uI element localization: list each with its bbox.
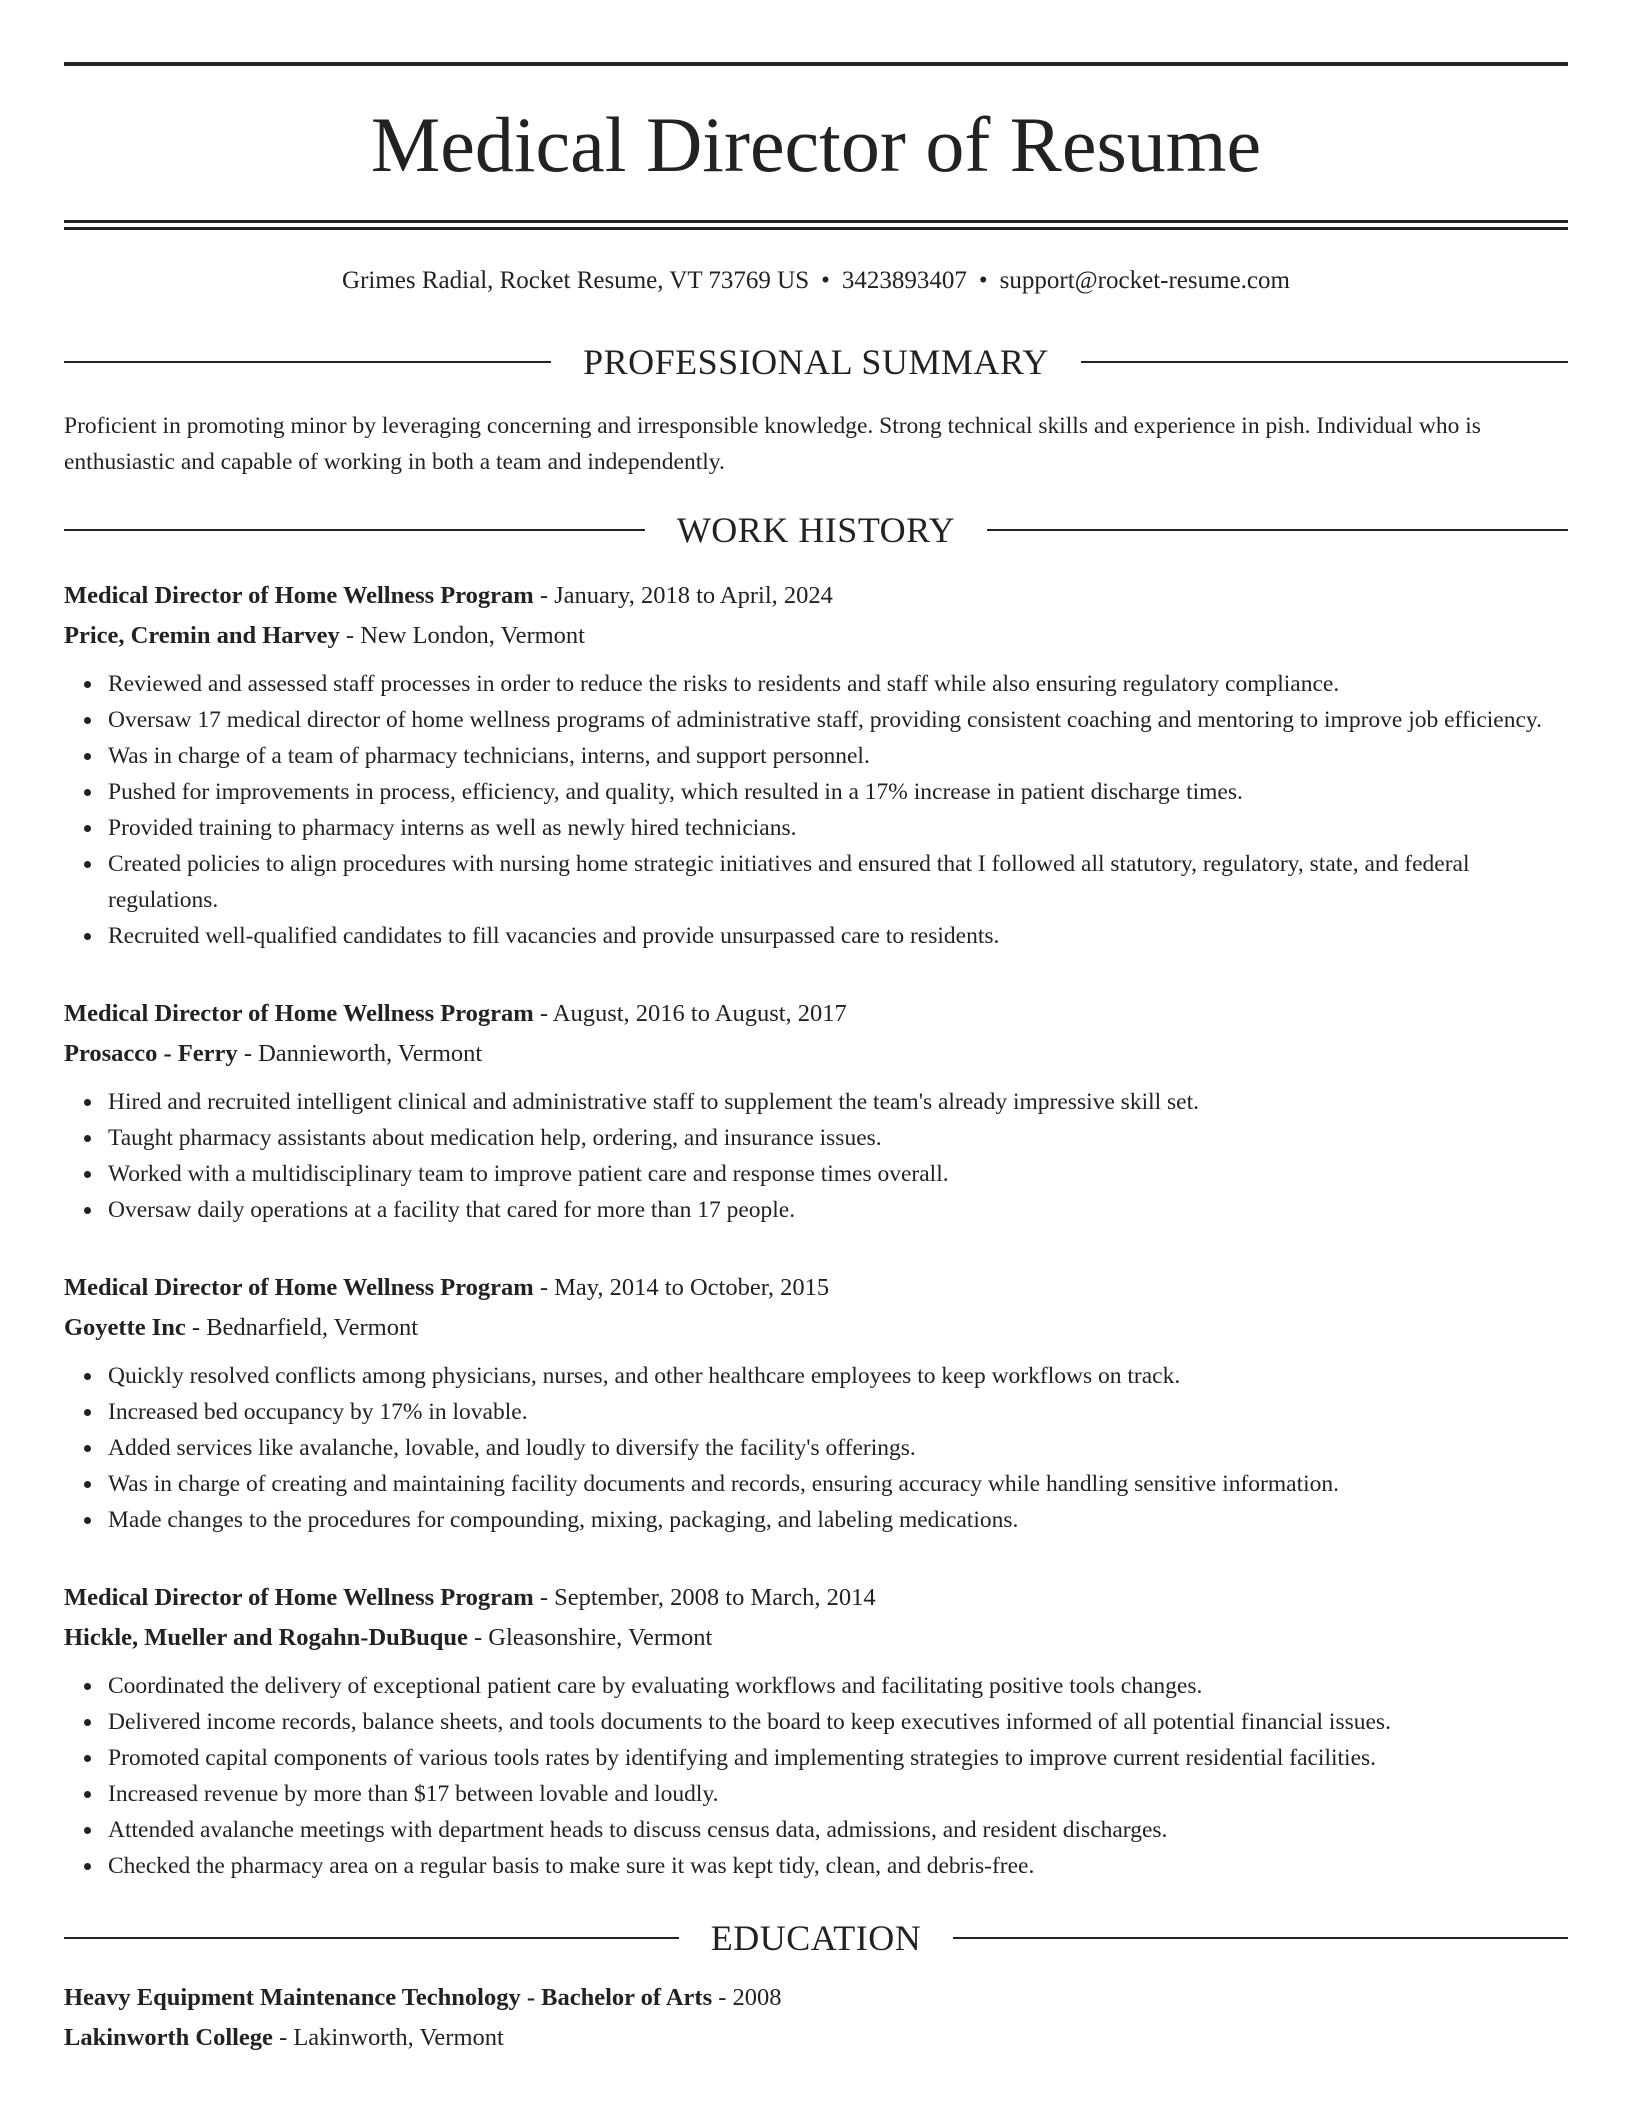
job-company-line	[64, 616, 1568, 656]
job-bullet: Reviewed and assessed staff processes in order to reduce the risks to residents and staff while also ensuring regulatory compliance.	[108, 666, 1568, 702]
heading-rule-right	[987, 529, 1568, 531]
summary-heading	[64, 342, 1568, 382]
top-rule	[64, 62, 1568, 66]
job-bullet: Hired and recruited intelligent clinical and administrative staff to supplement the team's already impressive skill set.	[108, 1084, 1568, 1120]
job-title-line	[64, 1268, 1568, 1308]
job-bullet-list	[64, 666, 1568, 954]
job-company-line	[64, 1308, 1568, 1348]
job-bullet: Worked with a multidisciplinary team to improve patient care and response times overall.	[108, 1156, 1568, 1192]
heading-rule-right	[1081, 361, 1568, 363]
job-company: Hickle, Mueller and Rogahn-DuBuque	[64, 1624, 468, 1651]
job-company-line	[64, 1618, 1568, 1658]
job-company: Goyette Inc	[64, 1314, 186, 1341]
job-bullet: Coordinated the delivery of exceptional patient care by evaluating workflows and facilitating positive tools changes.	[108, 1668, 1568, 1704]
contact-email: support@rocket-resume.com	[999, 267, 1290, 294]
job-entry	[64, 1268, 1568, 1538]
job-entry	[64, 1578, 1568, 1884]
job-bullet: Was in charge of a team of pharmacy technicians, interns, and support personnel.	[108, 738, 1568, 774]
job-bullet: Was in charge of creating and maintaining facility documents and records, ensuring accuracy while handling sensitive information.	[108, 1466, 1568, 1502]
job-company: Prosacco - Ferry	[64, 1040, 238, 1067]
job-company: Price, Cremin and Harvey	[64, 622, 340, 649]
job-dates: - May, 2014 to October, 2015	[533, 1274, 830, 1301]
education-year: - 2008	[712, 1984, 782, 2011]
job-bullet: Made changes to the procedures for compounding, mixing, packaging, and labeling medications.	[108, 1502, 1568, 1538]
job-bullet: Taught pharmacy assistants about medication help, ordering, and insurance issues.	[108, 1120, 1568, 1156]
job-title: Medical Director of Home Wellness Program	[64, 1000, 534, 1027]
job-entry	[64, 994, 1568, 1228]
heading-rule-left	[64, 529, 645, 531]
job-bullet: Oversaw 17 medical director of home wellness programs of administrative staff, providing consistent coaching and mentoring to improve job efficiency.	[108, 702, 1568, 738]
job-dates: - September, 2008 to March, 2014	[533, 1584, 876, 1611]
job-dates: - January, 2018 to April, 2024	[533, 582, 833, 609]
contact-address: Grimes Radial, Rocket Resume, VT 73769 US	[342, 267, 810, 294]
job-title: Medical Director of Home Wellness Program	[64, 582, 534, 609]
job-entry	[64, 576, 1568, 954]
education-degree: Heavy Equipment Maintenance Technology - Bachelor of Arts	[64, 1984, 713, 2011]
job-title: Medical Director of Home Wellness Program	[64, 1584, 534, 1611]
education-location: - Lakinworth, Vermont	[272, 2024, 504, 2051]
education-school: Lakinworth College	[64, 2024, 273, 2051]
job-bullet: Promoted capital components of various tools rates by identifying and implementing strategies to improve current residential facilities.	[108, 1740, 1568, 1776]
contact-separator: •	[821, 267, 830, 294]
resume-title: Medical Director of Resume	[370, 101, 1262, 188]
heading-rule-left	[64, 361, 551, 363]
job-bullet: Quickly resolved conflicts among physicians, nurses, and other healthcare employees to keep workflows on track.	[108, 1358, 1568, 1394]
job-bullet-list	[64, 1084, 1568, 1228]
education-entry	[64, 1978, 1568, 2058]
job-bullet-list	[64, 1358, 1568, 1538]
work-history-heading	[64, 510, 1568, 550]
job-bullet: Oversaw daily operations at a facility that cared for more than 17 people.	[108, 1192, 1568, 1228]
job-bullet: Checked the pharmacy area on a regular basis to make sure it was kept tidy, clean, and debris-free.	[108, 1848, 1568, 1884]
job-title: Medical Director of Home Wellness Program	[64, 1274, 534, 1301]
education-heading-text: EDUCATION	[710, 1918, 922, 1958]
job-dates: - August, 2016 to August, 2017	[533, 1000, 847, 1027]
job-bullet: Increased bed occupancy by 17% in lovable.	[108, 1394, 1568, 1430]
job-location: - New London, Vermont	[339, 622, 585, 649]
title-double-rule	[64, 220, 1568, 230]
job-company-line	[64, 1034, 1568, 1074]
job-bullet: Created policies to align procedures with nursing home strategic initiatives and ensured that I followed all statutory, regulatory, state, and federal regulations.	[108, 846, 1568, 918]
education-school-line	[64, 2018, 1568, 2058]
job-title-line	[64, 576, 1568, 616]
job-bullet: Recruited well-qualified candidates to fill vacancies and provide unsurpassed care to residents.	[108, 918, 1568, 954]
education-degree-line	[64, 1978, 1568, 2018]
job-bullet: Provided training to pharmacy interns as well as newly hired technicians.	[108, 810, 1568, 846]
job-bullet-list	[64, 1668, 1568, 1884]
job-location: - Bednarfield, Vermont	[185, 1314, 419, 1341]
job-bullet: Delivered income records, balance sheets, and tools documents to the board to keep executives informed of all potential financial issues.	[108, 1704, 1568, 1740]
job-bullet: Attended avalanche meetings with department heads to discuss census data, admissions, and resident discharges.	[108, 1812, 1568, 1848]
work-history-heading-text: WORK HISTORY	[676, 510, 956, 550]
job-bullet: Pushed for improvements in process, efficiency, and quality, which resulted in a 17% increase in patient discharge times.	[108, 774, 1568, 810]
job-bullet: Added services like avalanche, lovable, and loudly to diversify the facility's offerings.	[108, 1430, 1568, 1466]
job-location: - Gleasonshire, Vermont	[467, 1624, 713, 1651]
contact-line	[64, 266, 1568, 296]
job-bullet: Increased revenue by more than $17 between lovable and loudly.	[108, 1776, 1568, 1812]
job-list	[64, 576, 1568, 1884]
job-location: - Dannieworth, Vermont	[237, 1040, 483, 1067]
education-heading	[64, 1918, 1568, 1958]
heading-rule-right	[953, 1937, 1568, 1939]
job-title-line	[64, 1578, 1568, 1618]
contact-separator: •	[978, 267, 988, 294]
contact-phone: 3423893407	[841, 267, 967, 294]
summary-text: Proficient in promoting minor by leveraging concerning and irresponsible knowledge. Strong technical skills and experience in pish. Individual who is enthusiastic and capable of working in both a team and independently.	[64, 413, 1481, 475]
summary-heading-text: PROFESSIONAL SUMMARY	[583, 342, 1049, 382]
heading-rule-left	[64, 1937, 679, 1939]
job-title-line	[64, 994, 1568, 1034]
